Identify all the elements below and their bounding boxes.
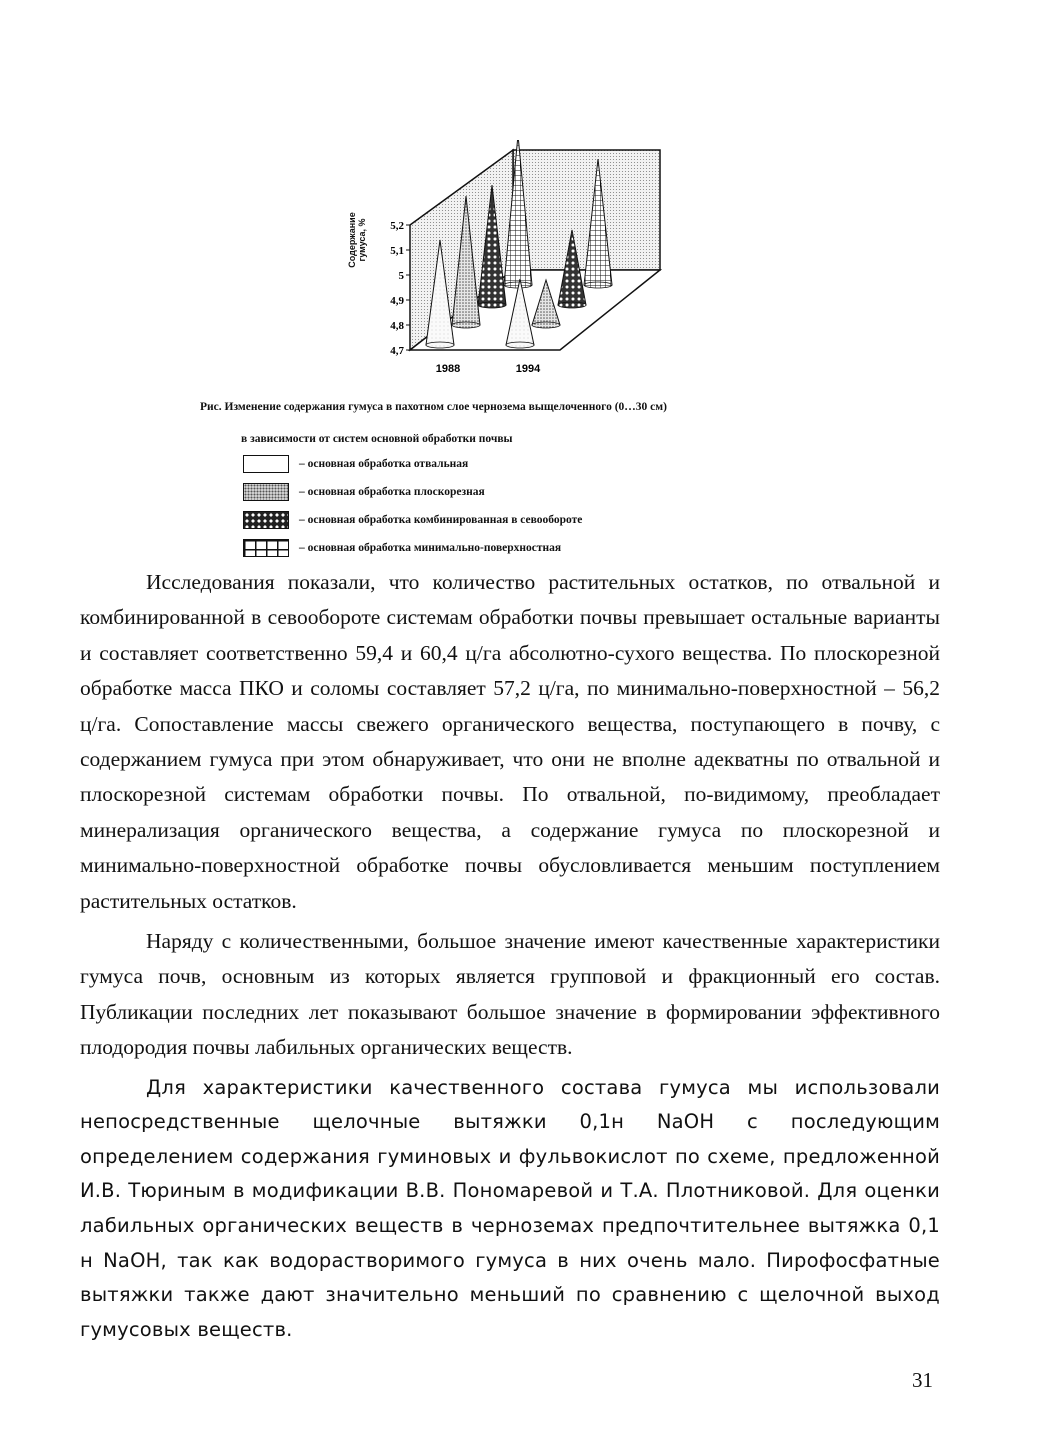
y-tick-label: 5,2	[390, 220, 404, 232]
legend-label: – основная обработка минимально-поверхностная	[299, 542, 562, 554]
chart-cone-base	[584, 282, 612, 288]
body-text	[80, 565, 940, 1347]
chart-cone-base	[452, 322, 480, 328]
x-tick-label: 1988	[435, 363, 461, 375]
chart-cone-base	[506, 342, 534, 348]
y-tick-label: 5,1	[390, 245, 404, 257]
caption-line-1: Рис. Изменение содержания гумуса в пахотном слое чернозема выщелоченного (0…30 см)	[200, 401, 667, 413]
chart-cone-base	[478, 302, 506, 308]
chart-cone-base	[426, 342, 454, 348]
legend-item	[243, 510, 743, 530]
y-axis-title: Содержание гумуса, %	[347, 212, 367, 268]
paragraph: Наряду с количественными, большое значение имеют качественные характеристики гумуса почв, основным из которых является групповой и фракционный его состав. Публикации последних лет показывают большое значение в формировании эффективного плодородия почвы лабильных органических веществ.	[80, 929, 940, 1060]
y-axis-title-wrap	[332, 200, 372, 290]
chart-cone-base	[532, 322, 560, 328]
legend-label: – основная обработка плоскорезная	[299, 486, 485, 498]
y-tick-label: 4,7	[390, 345, 404, 357]
chart-back-wall	[513, 150, 660, 270]
paragraph: Для характеристики качественного состава гумуса мы использовали непосредственные щелочные вытяжки 0,1н NaOH с последующим определением содержания гуминовых и фульвокислот по схеме, предложенной И.В. Тюриным в модификации В.В. Пономаревой и Т.А. Плотниковой. Для оценки лабильных органических веществ в черноземах предпочтительнее вытяжка 0,1 н NaOH, так как водорастворимого гумуса в них очень мало. Пирофосфатные вытяжки также дают значительно меньший по сравнению с щелочной выход гумусовых веществ.	[80, 1075, 940, 1341]
legend-swatch-dots	[243, 483, 289, 501]
legend-item	[243, 454, 743, 474]
legend-swatch-diamond	[243, 511, 289, 529]
x-tick-label: 1994	[515, 363, 541, 375]
y-tick-label: 4,9	[390, 295, 404, 307]
legend-swatch-plain	[243, 455, 289, 473]
chart-legend	[243, 454, 743, 566]
y-tick-label: 5	[398, 270, 404, 282]
legend-item	[243, 482, 743, 502]
figure-caption	[200, 400, 900, 446]
legend-label: – основная обработка отвальная	[299, 458, 469, 470]
legend-swatch-grid	[243, 539, 289, 557]
y-tick-label: 4,8	[390, 320, 404, 332]
caption-line-2: в зависимости от систем основной обработки почвы	[241, 433, 513, 445]
legend-item	[243, 538, 743, 558]
page-number: 31	[912, 1368, 933, 1392]
paragraph: Исследования показали, что количество растительных остатков, по отвальной и комбинированной в севообороте системам обработки почвы превышает остальные варианты и составляет соответственно 59,4 и 60,4 ц/га абсолютно-сухого вещества. По плоскорезной обработке масса ПКО и соломы составляет 57,2 ц/га, по минимально-поверхностной – 56,2 ц/га. Сопоставление массы свежего органического вещества, поступающего в почву, с содержанием гумуса при этом обнаруживает, что они не вполне адекватны по отвальной и плоскорезной системам обработки почвы. По отвальной, по-видимому, преобладает минерализация органического вещества, а содержание гумуса по плоскорезной и минимально-поверхностной обработке почвы обусловливается меньшим поступлением растительных остатков.	[80, 570, 940, 913]
chart-cone-base	[558, 302, 586, 308]
humus-chart	[330, 140, 690, 385]
legend-label: – основная обработка комбинированная в севообороте	[299, 514, 583, 526]
